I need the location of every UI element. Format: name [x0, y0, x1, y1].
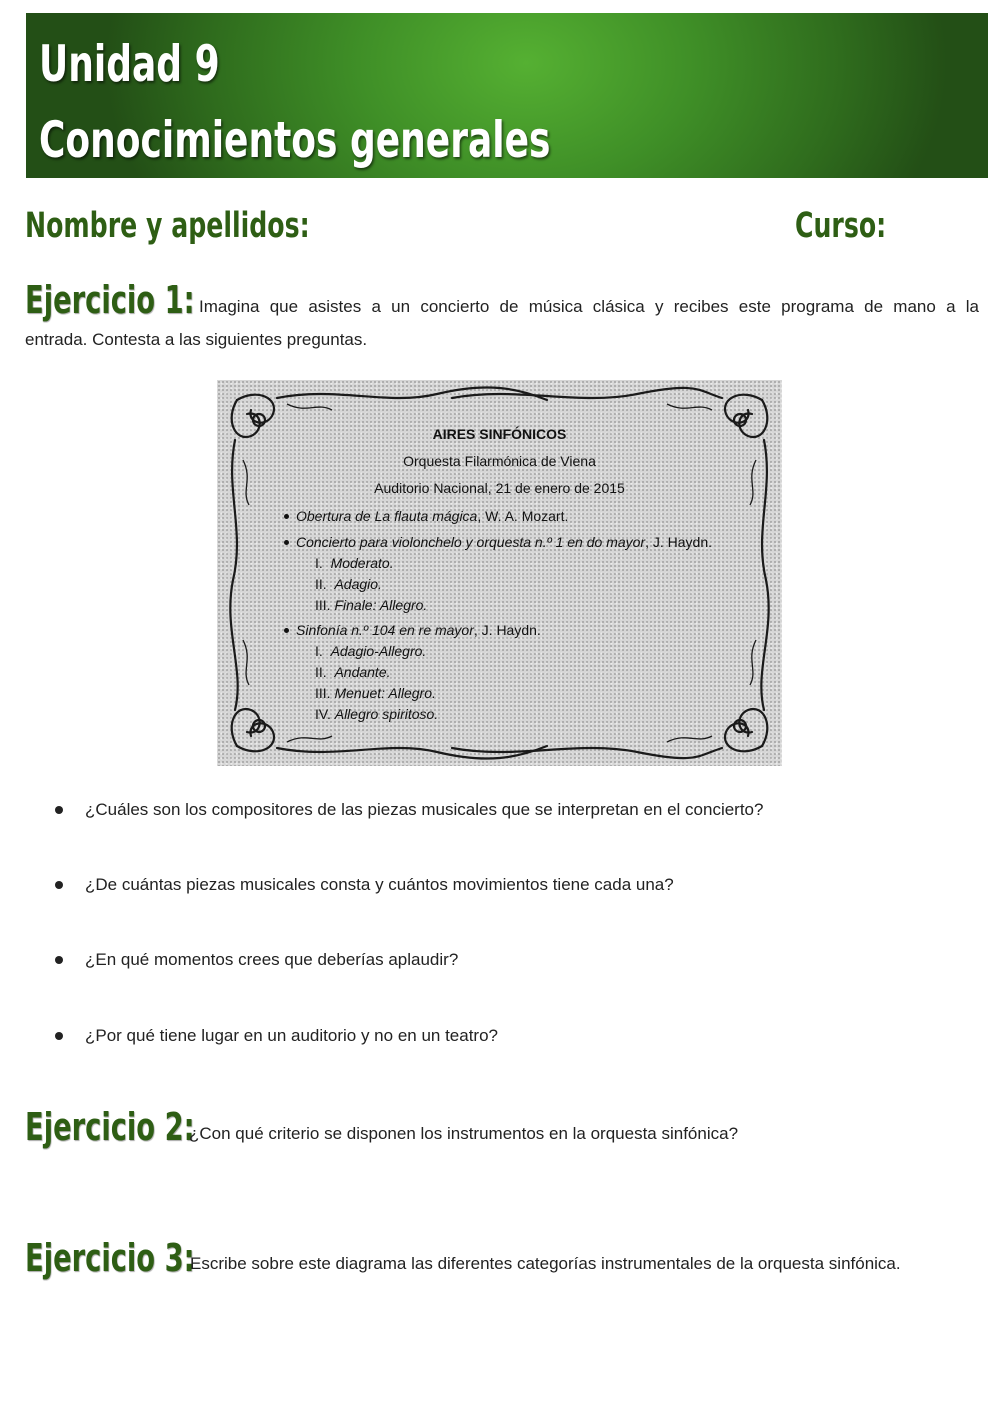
exercise1-title-text: Ejercicio 1:: [25, 278, 195, 322]
question-1: ¿Cuáles son los compositores de las piezas musicales que se interpretan en el concierto?: [85, 800, 764, 819]
program-movement: [315, 685, 436, 701]
question-4: ¿Por qué tiene lugar en un auditorio y no en un teatro?: [85, 1026, 499, 1045]
program-venue-date: Auditorio Nacional, 21 de enero de 2015: [374, 480, 625, 496]
movement-name: Menuet: Allegro.: [334, 685, 436, 701]
concert-program-card: [217, 380, 782, 766]
exercise3-title-text: Ejercicio 3:: [25, 1236, 195, 1280]
program-bullet: [284, 540, 289, 545]
header-banner: [26, 13, 988, 178]
question-3: ¿En qué momentos crees que deberías aplaudir?: [85, 950, 459, 969]
piece-1-title-b: La flauta mágica: [374, 508, 478, 524]
piece-3-title: Sinfonía n.º 104 en re mayor: [296, 622, 474, 638]
movement-number: II.: [315, 664, 327, 680]
unit-subtitle: Conocimientos generales: [39, 111, 551, 169]
piece-1-composer: , W. A. Mozart.: [477, 508, 569, 524]
movement-number: III.: [315, 597, 331, 613]
question-bullet: [55, 956, 63, 964]
unit-title: Unidad 9: [39, 35, 220, 93]
program-bullet: [284, 628, 289, 633]
program-title: AIRES SINFÓNICOS: [432, 426, 567, 442]
program-orchestra: Orquesta Filarmónica de Viena: [403, 453, 596, 469]
question-2: ¿De cuántas piezas musicales consta y cuántos movimientos tiene cada una?: [85, 875, 674, 894]
question-bullet: [55, 881, 63, 889]
movement-number: II.: [315, 576, 327, 592]
question-bullet: [55, 1032, 63, 1040]
program-movement: [315, 555, 394, 571]
program-bullet: [284, 514, 289, 519]
program-movement: [315, 643, 426, 659]
exercise1-instruction-line1: Imagina que asistes a un concierto de música clásica y recibes este programa de mano a la: [199, 297, 979, 316]
exercise3-instruction: Escribe sobre este diagrama las diferentes categorías instrumentales de la orquesta sinfónica.: [190, 1254, 901, 1273]
piece-2-composer: , J. Haydn.: [645, 534, 713, 550]
movement-name: Andante.: [334, 664, 391, 680]
piece-3-composer: , J. Haydn.: [473, 622, 541, 638]
course-label: [795, 206, 922, 246]
movement-number: IV.: [315, 706, 331, 722]
program-movement: [315, 597, 427, 613]
program-movement: [315, 706, 438, 722]
program-piece-2: [296, 534, 712, 550]
piece-1-title-a: Obertura de: [296, 508, 375, 524]
name-label-text: Nombre y apellidos:: [25, 206, 310, 246]
movement-number: I.: [315, 555, 323, 571]
exercise1-instruction-line2: entrada. Contesta a las siguientes preguntas.: [25, 330, 368, 349]
movement-name: Adagio-Allegro.: [330, 643, 427, 659]
piece-2-title: Concierto para violonchelo y orquesta n.º 1 en do mayor: [296, 534, 646, 550]
question-bullet: [55, 806, 63, 814]
program-movement: [315, 664, 391, 680]
exercise2-title-text: Ejercicio 2:: [25, 1105, 195, 1149]
movement-number: I.: [315, 643, 323, 659]
program-piece-1: [296, 508, 568, 524]
movement-name: Finale: Allegro.: [334, 597, 428, 613]
program-movement: [315, 576, 382, 592]
exercise2-instruction: ¿Con qué criterio se disponen los instrumentos en la orquesta sinfónica?: [189, 1124, 739, 1143]
movement-name: Adagio.: [334, 576, 382, 592]
name-label: [25, 206, 420, 246]
movement-name: Allegro spiritoso.: [334, 706, 439, 722]
program-piece-3: [296, 622, 541, 638]
course-label-text: Curso:: [795, 206, 887, 246]
movement-name: Moderato.: [330, 555, 394, 571]
movement-number: III.: [315, 685, 331, 701]
